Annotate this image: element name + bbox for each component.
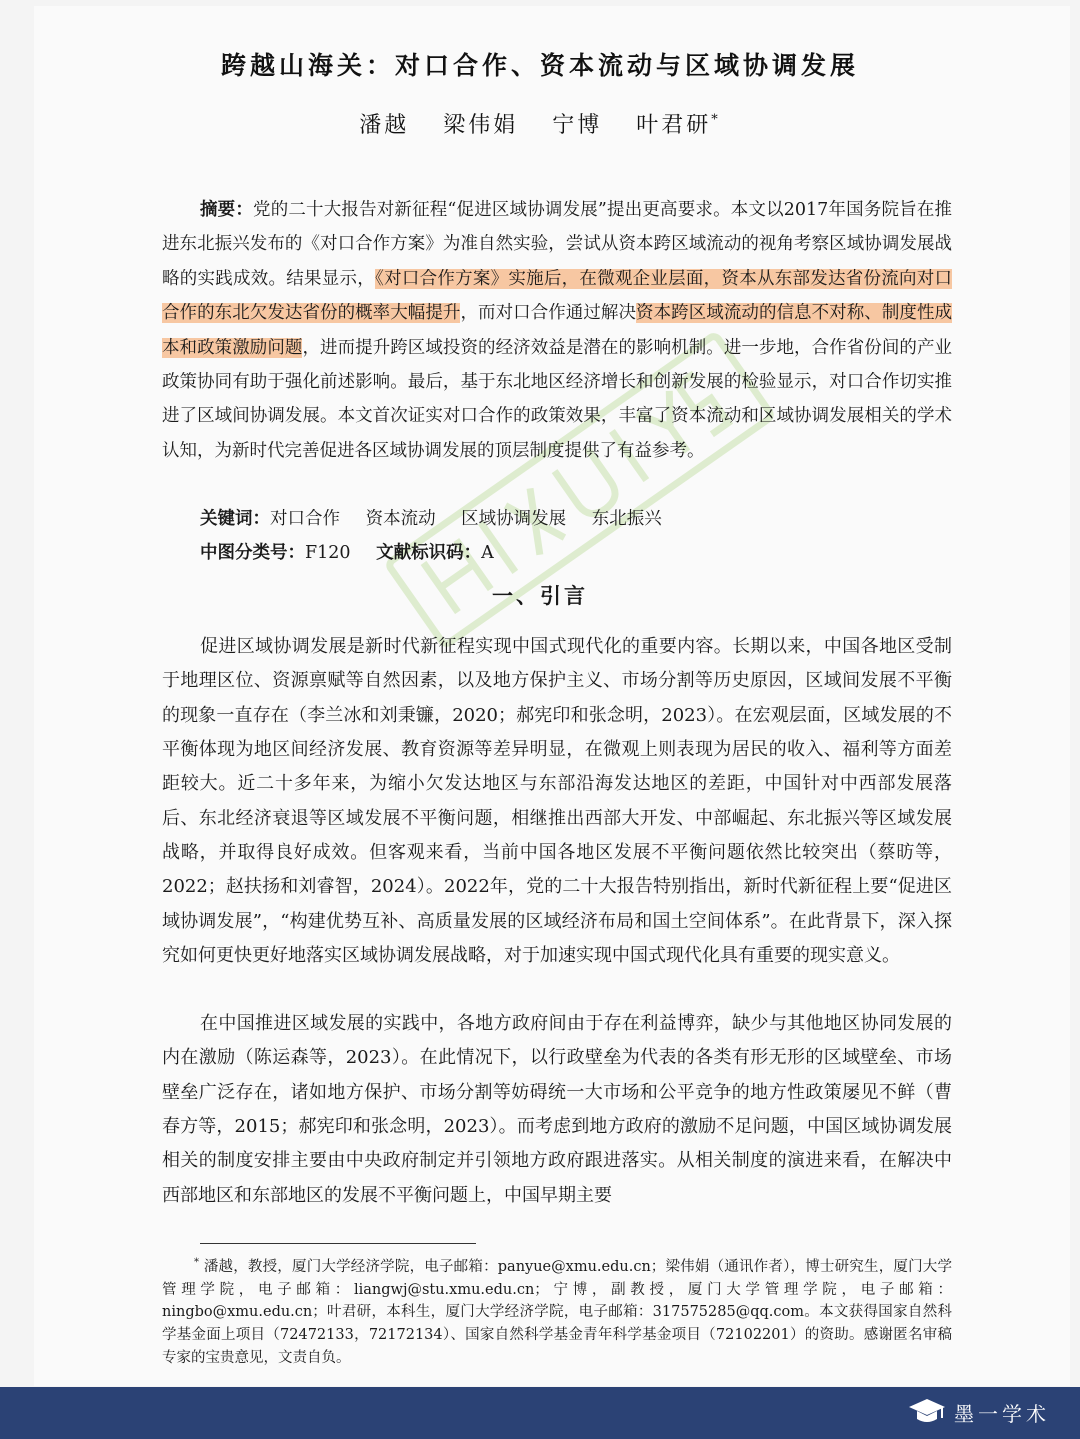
paragraph-text: 在中国推进区域发展的实践中，各地方政府间由于存在利益博弈，缺少与其他地区协同发展的内在激励（陈运森等，2023）。在此情况下，以行政壁垒为代表的各类有形无形的区域壁垒、市场壁垒广泛存在，诸如地方保护、市场分割等妨碍统一大市场和公平竞争的地方性政策屡见不鲜（曹春方等，2015；郝宪印和张念明，2023）。而考虑到地方政府的激励不足问题，中国区域协调发展相关的制度安排主要由中央政府制定并引领地方政府跟进落实。从相关制度的演进来看，在解决中西部地区和东部地区的发展不平衡问题上，中国早期主要 <box>162 1013 952 1206</box>
classification <box>200 536 494 570</box>
footnote-divider <box>200 1243 476 1244</box>
paragraph-text: 促进区域协调发展是新时代新征程实现中国式现代化的重要内容。长期以来，中国各地区受制于地理区位、资源禀赋等自然因素，以及地方保护主义、市场分割等历史原因，区域间发展不平衡的现象一直存在（李兰冰和刘秉镰，2020；郝宪印和张念明，2023）。在宏观层面，区域发展的不平衡体现为地区间经济发展、教育资源等差异明显，在微观上则表现为居民的收入、福利等方面差距较大。近二十多年来，为缩小欠发达地区与东部沿海发达地区的差距，中国针对中西部发展落后、东北经济衰退等区域发展不平衡问题，相继推出西部大开发、中部崛起、东北振兴等区域发展战略，并取得良好成效。但客观来看，当前中国各地区发展不平衡问题依然比较突出（蔡昉等，2022；赵扶扬和刘睿智，2024）。2022年，党的二十大报告特别指出，新时代新征程上要“促进区域协调发展”，“构建优势互补、高质量发展的区域经济布局和国土空间体系”。在此背景下，深入探究如何更快更好地落实区域协调发展战略，对于加速实现中国式现代化具有重要的现实意义。 <box>162 636 952 967</box>
footnote-mark: * <box>194 1257 199 1268</box>
paper-title: 跨越山海关：对口合作、资本流动与区域协调发展 <box>220 51 859 80</box>
author-list <box>0 108 1080 139</box>
body-paragraph-1 <box>162 630 952 973</box>
keywords <box>200 502 662 536</box>
bottom-brand-bar <box>0 1387 1080 1439</box>
clc-label: 中图分类号： <box>200 543 305 563</box>
abstract-text-1: 党的二十大报告对新征程“促进区域协调发展”提出更高要求。本文以2017年国务院旨在推进东北振兴发布的《对口合作方案》为准自然实验，尝试从资本跨区域流动的视角考察区域协调发展战略的实践成效。结果显示， <box>162 200 953 289</box>
doc-code-label: 文献标识码： <box>376 543 482 563</box>
abstract-text-2: ，而对口合作通过解决 <box>460 303 637 324</box>
graduation-cap-icon <box>908 1397 946 1427</box>
keywords-label: 关键词： <box>200 509 270 529</box>
keyword-item: 区域协调发展 <box>461 509 567 529</box>
footnote-text: 潘越，教授，厦门大学经济学院，电子邮箱：panyue@xmu.edu.cn；梁伟娟（通讯作者），博士研究生，厦门大学管理学院，电子邮箱：liangwj@stu.xmu.edu.cn；宁博，副教授，厦门大学管理学院，电子邮箱：ningbo@xmu.edu.cn；叶君研，本科生，厦门大学经济学院，电子邮箱：317575285@qq.com。本文获得国家自然科学基金面上项目（72472133，72172134）、国家自然科学基金青年科学基金项目（72102201）的资助。感谢匿名审稿专家的宝贵意见，文责自负。 <box>162 1258 952 1367</box>
abstract-highlight-2: 资本跨区域流动的信息不对称、制度性成本和政策激励问题 <box>162 303 953 358</box>
abstract <box>162 193 952 468</box>
keyword-item: 东北振兴 <box>591 509 662 529</box>
brand-name: 墨一学术 <box>954 1401 1050 1426</box>
body-paragraph-2 <box>162 1007 952 1213</box>
abstract-text-3: ，进而提升跨区域投资的经济效益是潜在的影响机制。进一步地，合作省份间的产业政策协同有助于强化前述影响。最后，基于东北地区经济增长和创新发展的检验显示，对口合作切实推进了区域间协调发展。本文首次证实对口合作的政策效果，丰富了资本流动和区域协调发展相关的学术认知，为新时代完善促进各区域协调发展的顶层制度提供了有益参考。 <box>162 337 953 461</box>
brand-logo <box>908 1397 1050 1427</box>
author-names: 潘越 梁伟娟 宁博 叶君研 <box>359 113 712 138</box>
section-heading: 一、引言 <box>492 583 588 608</box>
keyword-item: 对口合作 <box>270 509 340 529</box>
abstract-highlight-1: 《对口合作方案》实施后，在微观企业层面，资本从东部发达省份流向对口合作的东北欠发达省份的概率大幅提升 <box>162 268 953 324</box>
clc-value: F120 <box>305 543 351 563</box>
author-footnote-mark: * <box>711 112 721 128</box>
doc-code-value: A <box>481 543 494 563</box>
footnote <box>162 1252 952 1370</box>
keyword-item: 资本流动 <box>365 509 436 529</box>
abstract-label: 摘要： <box>200 200 254 220</box>
